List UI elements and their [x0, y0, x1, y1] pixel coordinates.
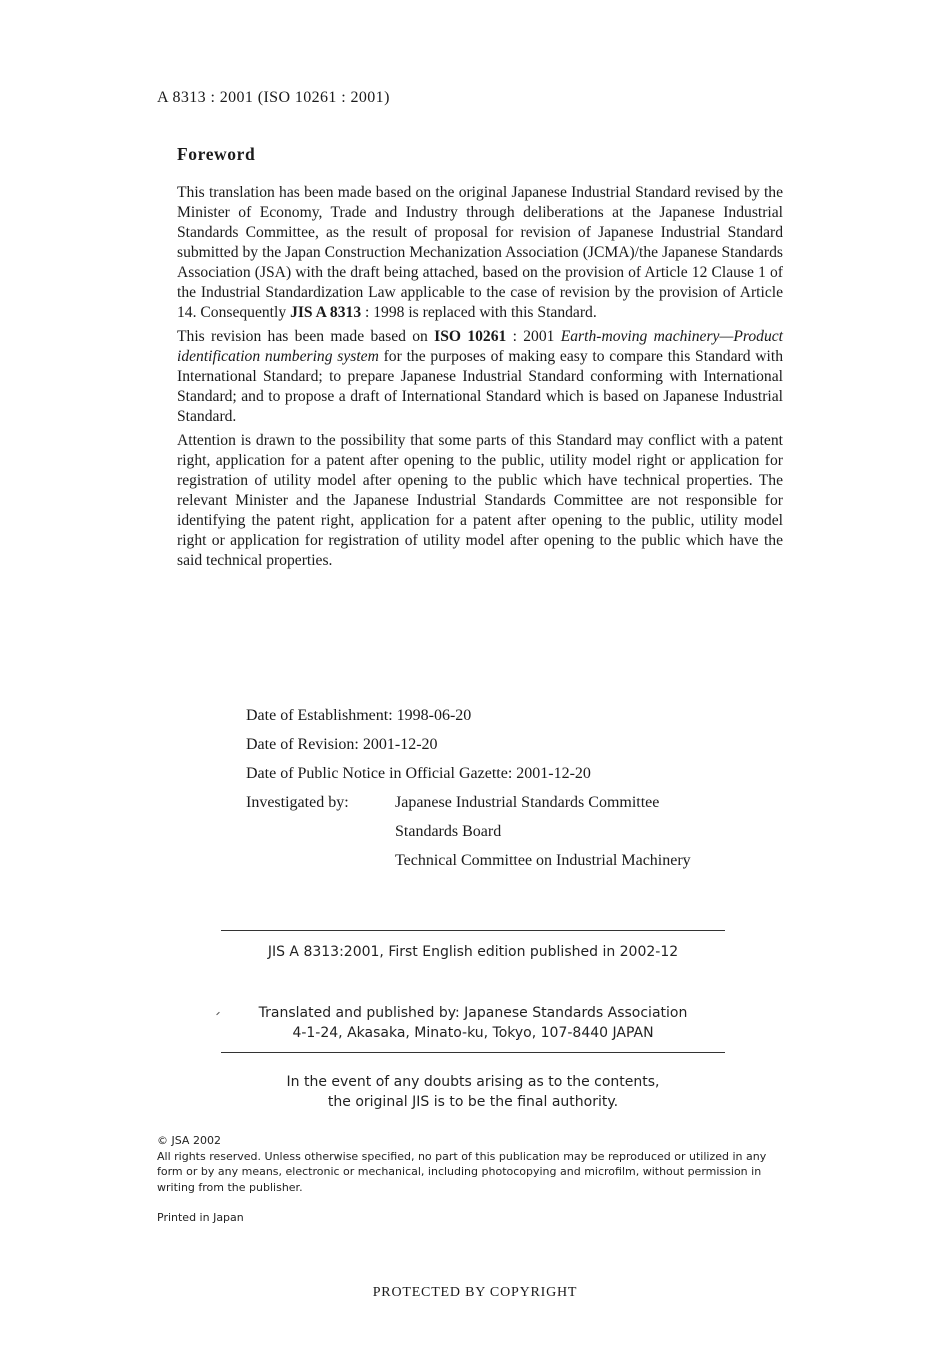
scan-mark [216, 1012, 220, 1016]
edition-line: JIS A 8313:2001, First English edition published in 2002-12 [267, 944, 679, 960]
foreword-paragraph-3: Attention is drawn to the possibility that some parts of this Standard may conflict with a patent right, application for a patent after opening to the public, utility model right or application for registration of utility model after opening to the public which have technical properties. The relevant Minister and the Japanese Industrial Standards Committee are not responsible for identifying the patent right, application for a patent after opening to the public, utility model right or application for registration of utility model after opening to the public which have the said technical properties. [177, 432, 783, 569]
foreword-paragraph-1 [177, 183, 783, 323]
p1-tail: : 1998 is replaced with this Standard. [361, 304, 597, 321]
p1-ref: JIS A 8313 [290, 304, 362, 321]
document-designation: A 8313 : 2001 (ISO 10261 : 2001) [157, 89, 390, 106]
p2-mid: : 2001 [506, 328, 561, 345]
investigated-by-label: Investigated by: [246, 794, 349, 811]
investigated-by-3: Technical Committee on Industrial Machinery [395, 852, 691, 869]
date-establishment: Date of Establishment: 1998-06-20 [246, 707, 472, 724]
authority-line-2: the original JIS is to be the final authority. [327, 1094, 619, 1110]
authority-notice [221, 1072, 725, 1112]
publisher-address: 4-1-24, Akasaka, Minato-ku, Tokyo, 107-8440 JAPAN [292, 1025, 654, 1041]
dates-block [246, 706, 691, 880]
p2-ref: ISO 10261 [434, 328, 507, 345]
publisher-block [221, 1003, 725, 1043]
date-public-notice: Date of Public Notice in Official Gazette: 2001-12-20 [246, 765, 591, 782]
p2-lead: This revision has been made based on [177, 328, 435, 345]
publisher-line: Translated and published by: Japanese Standards Association [258, 1005, 688, 1021]
foreword-body [177, 183, 783, 575]
foreword-title: Foreword [177, 144, 256, 164]
divider-top [221, 930, 725, 931]
p2-title: Earth-moving machinery—Product identification numbering system [177, 328, 783, 365]
copyright-notice: All rights reserved. Unless otherwise specified, no part of this publication may be reproduced or utilized in any form or by any means, electronic or mechanical, including photocopying and microfilm, without permission in writing from the publisher. [157, 1149, 767, 1194]
copyright-mark: © JSA 2002 [157, 1134, 221, 1147]
printed-in: Printed in Japan [157, 1211, 244, 1224]
foreword-paragraph-2 [177, 327, 783, 427]
investigated-by-2: Standards Board [395, 823, 502, 840]
protected-footer: PROTECTED BY COPYRIGHT [372, 1285, 578, 1300]
investigated-by-row [246, 793, 691, 822]
divider-bottom [221, 1052, 725, 1053]
p1-text: This translation has been made based on the original Japanese Industrial Standard revised by the Minister of Economy, Trade and Industry through deliberations at the Japanese Industrial Standards Committee, as the result of proposal for revision of Japanese Industrial Standard submitted by the Japan Construction Mechanization Association (JCMA)/the Japanese Standards Association (JSA) with the draft being attached, based on the provision of Article 12 Clause 1 of the Industrial Standardization Law applicable to the case of revision by the provision of Article 14. Consequently [177, 184, 783, 321]
date-revision: Date of Revision: 2001-12-20 [246, 736, 438, 753]
authority-line-1: In the event of any doubts arising as to the contents, [286, 1074, 660, 1090]
p2-tail: for the purposes of making easy to compare this Standard with International Standard; to prepare Japanese Industrial Standard conforming with International Standard; and to propose a draft of International Standard which is based on Japanese Industrial Standard. [177, 348, 783, 425]
investigated-by-1: Japanese Industrial Standards Committee [395, 794, 660, 811]
copyright-block [157, 1133, 787, 1195]
